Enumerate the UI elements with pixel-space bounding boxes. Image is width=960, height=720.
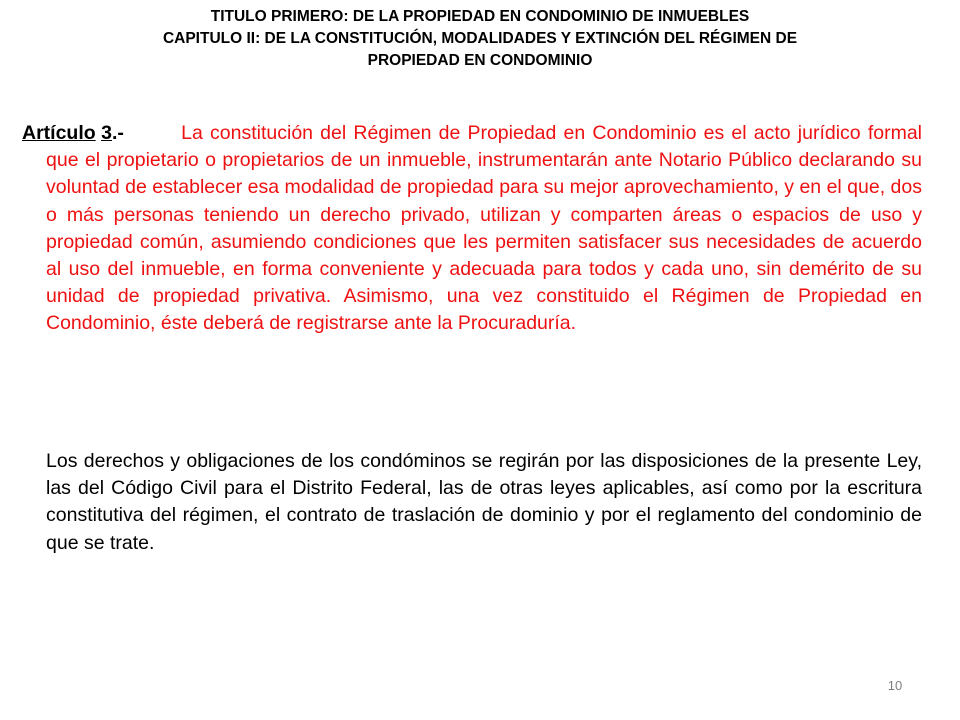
page-number: 10 — [887, 678, 903, 693]
article-body-text: La constitución del Régimen de Propiedad en Condominio es el acto jurídico formal que el propietario o propietarios de un inmueble, instrumentarán ante Notario Público declarando su voluntad de establecer esa modalidad de propiedad para su mejor aprovechamiento, y en el que, dos o más personas teniendo un derecho privado, utilizan y comparten áreas o espacios de uso y propiedad común, asumiendo condiciones que les permiten satisfacer sus necesidades de acuerdo al uso del inmueble, en forma conveniente y adecuada para todos y cada uno, sin demérito de su unidad de propiedad privativa. Asimismo, una vez constituido el Régimen de Propiedad en Condominio, éste deberá de registrarse ante la Procuraduría. — [46, 122, 922, 335]
header-chapter-line-cont: PROPIEDAD EN CONDOMINIO — [367, 52, 593, 69]
article-label-prefix: Artículo — [22, 122, 96, 144]
header-chapter-line: CAPITULO II: DE LA CONSTITUCIÓN, MODALIDADES Y EXTINCIÓN DEL RÉGIMEN DE — [162, 30, 798, 47]
article-body — [46, 120, 922, 338]
header-title-line: TITULO PRIMERO: DE LA PROPIEDAD EN CONDOMINIO DE INMUEBLES — [210, 8, 750, 25]
article-3-block — [22, 120, 922, 338]
article-label — [22, 120, 124, 147]
article-label-number: 3 — [101, 122, 112, 144]
document-header — [20, 6, 940, 72]
article-label-suffix: .- — [111, 122, 124, 144]
article-paragraph-2: Los derechos y obligaciones de los condóminos se regirán por las disposiciones de la presente Ley, las del Código Civil para el Distrito Federal, las de otras leyes aplicables, así como por la escritura constitutiva del régimen, el contrato de traslación de dominio y por el reglamento del condominio de que se trate. — [46, 450, 922, 554]
